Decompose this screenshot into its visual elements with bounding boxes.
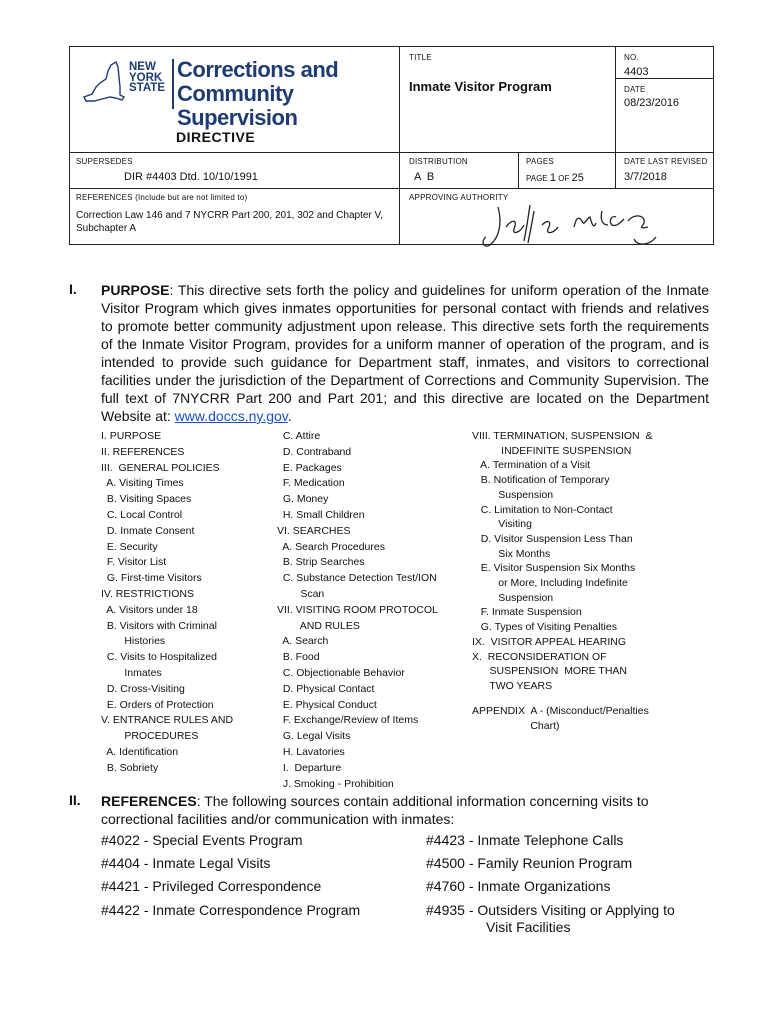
last-revised-label: DATE LAST REVISED bbox=[624, 157, 708, 166]
reference-item: #4500 - Family Reunion Program bbox=[426, 855, 633, 871]
toc-entry: IX. VISITOR APPEAL HEARING bbox=[472, 635, 627, 648]
new-york-state-outline-icon bbox=[78, 57, 128, 107]
toc-entry: A. Search bbox=[277, 635, 329, 648]
toc-column-1 bbox=[101, 429, 233, 777]
toc-entry: A. Identification bbox=[101, 745, 179, 758]
toc-entry: AND RULES bbox=[277, 619, 360, 632]
toc-entry: D. Physical Contact bbox=[277, 682, 375, 695]
reference-item: Visit Facilities bbox=[486, 919, 571, 935]
distribution-label: DISTRIBUTION bbox=[409, 157, 468, 166]
supersedes-label: SUPERSEDES bbox=[76, 157, 133, 166]
toc-entry: APPENDIX A - (Misconduct/Penalties bbox=[472, 705, 649, 718]
toc-entry: G. Types of Visiting Penalties bbox=[472, 621, 617, 634]
references-value: Correction Law 146 and 7 NYCRR Part 200, 201, 302 and Chapter V, Subchapter A bbox=[76, 210, 384, 234]
toc-entry: III. GENERAL POLICIES bbox=[101, 461, 220, 474]
number-value: 4403 bbox=[624, 66, 649, 78]
logo-agency-name: Corrections and Community Supervision bbox=[177, 57, 339, 130]
toc-entry: IV. RESTRICTIONS bbox=[101, 587, 194, 600]
toc-entry: I. Departure bbox=[277, 761, 342, 774]
toc-entry: D. Contraband bbox=[277, 445, 352, 458]
toc-entry: A. Visiting Times bbox=[101, 477, 184, 490]
toc-entry: C. Local Control bbox=[101, 508, 183, 521]
toc-entry: C. Limitation to Non-Contact bbox=[472, 503, 613, 516]
last-revised-value: 3/7/2018 bbox=[624, 171, 667, 183]
toc-entry: B. Visitors with Criminal bbox=[101, 619, 217, 632]
toc-entry: VII. VISITING ROOM PROTOCOL bbox=[277, 603, 438, 616]
references-paragraph bbox=[101, 792, 709, 828]
toc-entry: Suspension bbox=[472, 591, 554, 604]
toc-column-3 bbox=[472, 429, 652, 734]
toc-entry: I. PURPOSE bbox=[101, 430, 162, 442]
toc-entry: Suspension bbox=[472, 488, 554, 501]
section-number: II. bbox=[69, 792, 81, 808]
pages-value: PAGE 1 OF 25 bbox=[526, 172, 584, 184]
reference-item: #4421 - Privileged Correspondence bbox=[101, 878, 322, 894]
logo-separator bbox=[172, 59, 174, 109]
toc-column-2 bbox=[277, 429, 438, 792]
references-heading: REFERENCES bbox=[101, 793, 197, 809]
toc-entry: VI. SEARCHES bbox=[277, 524, 351, 537]
toc-entry: C. Attire bbox=[277, 430, 321, 442]
date-label: DATE bbox=[624, 85, 646, 94]
header-divider bbox=[615, 78, 713, 79]
toc-entry bbox=[472, 694, 652, 705]
toc-entry: Inmates bbox=[101, 666, 162, 679]
toc-entry: A. Termination of a Visit bbox=[472, 459, 591, 472]
toc-entry: B. Notification of Temporary bbox=[472, 474, 610, 487]
toc-entry: or More, Including Indefinite bbox=[472, 577, 628, 590]
header-divider bbox=[70, 188, 713, 189]
date-value: 08/23/2016 bbox=[624, 97, 680, 109]
supersedes-value: DIR #4403 Dtd. 10/10/1991 bbox=[124, 171, 258, 183]
toc-entry: E. Packages bbox=[277, 461, 342, 474]
reference-item: #4422 - Inmate Correspondence Program bbox=[101, 902, 361, 918]
toc-entry: SUSPENSION MORE THAN bbox=[472, 665, 627, 678]
header-divider bbox=[70, 152, 713, 153]
toc-entry: D. Cross-Visiting bbox=[101, 682, 185, 695]
toc-entry: G. Money bbox=[277, 493, 329, 506]
toc-entry: B. Visiting Spaces bbox=[101, 493, 192, 506]
toc-entry: E. Physical Conduct bbox=[277, 698, 377, 711]
toc-entry: B. Strip Searches bbox=[277, 556, 365, 569]
toc-entry: II. REFERENCES bbox=[101, 445, 185, 458]
toc-entry: Visiting bbox=[472, 518, 532, 531]
approving-authority-label: APPROVING AUTHORITY bbox=[409, 193, 509, 202]
toc-entry: F. Exchange/Review of Items bbox=[277, 714, 419, 727]
toc-entry: V. ENTRANCE RULES AND bbox=[101, 714, 234, 727]
logo-state-text: NEW YORK STATE bbox=[129, 61, 165, 94]
toc-entry: Scan bbox=[277, 587, 325, 600]
header-divider bbox=[399, 47, 400, 244]
purpose-end: . bbox=[287, 408, 292, 424]
header-divider bbox=[615, 47, 616, 188]
purpose-text: : This directive sets forth the policy and guidelines for uniform operation of the Inmate Visitor Program which gives inmates opportunities for personal contact with friends and relatives to promote better community adjustment upon release. This directive sets forth the requirements of the Inmate Visitor Program, provides for a uniform manner of operation of the program, and is intended to provide such guidance for Department staff, inmates, and visitors to correctional facilities under the jurisdiction of the Department of Corrections and Community Supervision. The full text of 7NYCRR Part 200 and Part 201; and this directive are located on the Department Website at: bbox=[101, 282, 709, 424]
purpose-paragraph bbox=[101, 281, 709, 425]
toc-entry: F. Medication bbox=[277, 477, 345, 490]
toc-entry: X. RECONSIDERATION OF bbox=[472, 650, 607, 663]
toc-entry: H. Small Children bbox=[277, 508, 365, 521]
reference-item: #4935 - Outsiders Visiting or Applying to bbox=[426, 902, 675, 918]
toc-entry: F. Visitor List bbox=[101, 556, 167, 569]
toc-entry: Six Months bbox=[472, 547, 551, 560]
directive-header-table bbox=[69, 46, 714, 245]
toc-entry: A. Search Procedures bbox=[277, 540, 385, 553]
section-number: I. bbox=[69, 281, 77, 297]
doccs-website-link[interactable]: www.doccs.ny.gov bbox=[174, 408, 288, 424]
references-label: REFERENCES (Include but are not limited to) bbox=[76, 193, 248, 202]
directive-label: DIRECTIVE bbox=[176, 129, 256, 145]
toc-entry: C. Objectionable Behavior bbox=[277, 666, 405, 679]
title-label: TITLE bbox=[409, 53, 432, 62]
toc-entry: A. Visitors under 18 bbox=[101, 603, 198, 616]
toc-entry: B. Sobriety bbox=[101, 761, 159, 774]
toc-entry: PROCEDURES bbox=[101, 730, 199, 743]
reference-item: #4760 - Inmate Organizations bbox=[426, 878, 611, 894]
title-value: Inmate Visitor Program bbox=[409, 79, 552, 94]
agency-logo bbox=[76, 51, 396, 130]
references-text: : The following sources contain additional information concerning visits to correctional facilities and/or communication with inmates: bbox=[101, 793, 649, 827]
distribution-value: A B bbox=[414, 171, 435, 183]
pages-label: PAGES bbox=[526, 157, 554, 166]
toc-entry: E. Visitor Suspension Six Months bbox=[472, 562, 636, 575]
toc-entry: VIII. TERMINATION, SUSPENSION & bbox=[472, 430, 653, 442]
toc-entry: C. Visits to Hospitalized bbox=[101, 651, 217, 664]
toc-entry: Chart) bbox=[472, 719, 560, 732]
toc-entry: D. Inmate Consent bbox=[101, 524, 195, 537]
toc-entry: G. Legal Visits bbox=[277, 730, 351, 743]
reference-item: #4423 - Inmate Telephone Calls bbox=[426, 832, 624, 848]
toc-entry: E. Orders of Protection bbox=[101, 698, 214, 711]
number-label: NO. bbox=[624, 53, 639, 62]
reference-item: #4404 - Inmate Legal Visits bbox=[101, 855, 271, 871]
purpose-heading: PURPOSE bbox=[101, 282, 170, 298]
toc-entry: B. Food bbox=[277, 651, 320, 664]
toc-entry: INDEFINITE SUSPENSION bbox=[472, 444, 632, 457]
toc-entry: J. Smoking - Prohibition bbox=[277, 777, 394, 790]
toc-entry: H. Lavatories bbox=[277, 745, 345, 758]
reference-item: #4022 - Special Events Program bbox=[101, 832, 303, 848]
toc-entry: G. First-time Visitors bbox=[101, 572, 202, 585]
toc-entry: Histories bbox=[101, 635, 166, 648]
toc-entry: E. Security bbox=[101, 540, 158, 553]
header-divider bbox=[518, 152, 519, 188]
toc-entry: C. Substance Detection Test/ION bbox=[277, 572, 437, 585]
toc-entry: TWO YEARS bbox=[472, 679, 553, 692]
toc-entry: F. Inmate Suspension bbox=[472, 606, 582, 619]
signature-icon bbox=[478, 197, 668, 257]
toc-entry: D. Visitor Suspension Less Than bbox=[472, 532, 633, 545]
